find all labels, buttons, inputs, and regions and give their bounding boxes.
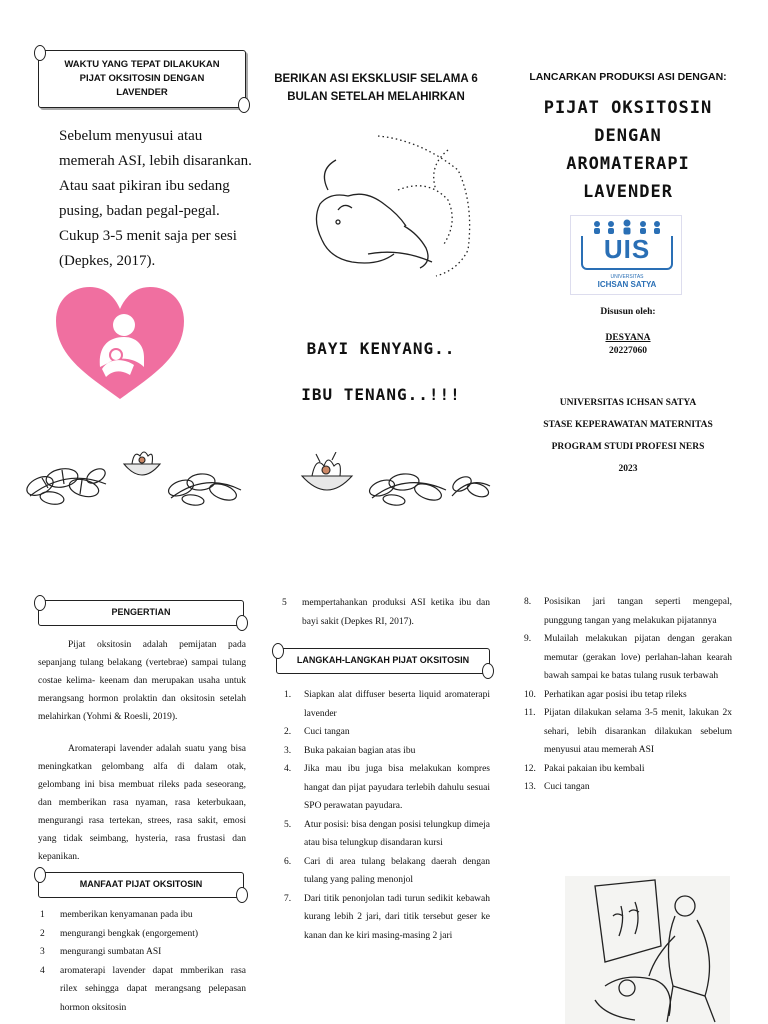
- pengertian-title: PENGERTIAN: [111, 607, 171, 618]
- timing-banner: [38, 50, 246, 108]
- list-item: 2 mengurangi bengkak (engorgement): [40, 928, 199, 939]
- pengertian-paragraph-1: Pijat oksitosin adalah pemijatan pada sepanjang tulang belakang (vertebrae) sampai tulang costae kelima- keenam dan merupakan usaha untuk merangsang hormon prolaktin dan oksitosin setelah melahirkan (Yohmi & Roesli, 2019).: [38, 640, 246, 722]
- step-item: 5. Atur posisi: bisa dengan posisi telungkup dimeja atau bisa telungkup disandaran kursi: [284, 819, 490, 848]
- intro-line: Sebelum menyusui atau: [59, 128, 203, 144]
- author-name: DESYANA: [605, 333, 651, 343]
- heading-line: BERIKAN ASI EKSKLUSIF SELAMA 6: [274, 73, 478, 85]
- slogan: [266, 326, 496, 418]
- info-line: 2023: [618, 464, 638, 474]
- list-item: 1 memberikan kenyamanan pada ibu: [40, 910, 193, 920]
- main-title: [518, 94, 738, 206]
- breastfeeding-illustration: [308, 130, 478, 280]
- intro-line: (Depkes, 2017).: [59, 253, 156, 269]
- manfaat-title: MANFAAT PIJAT OKSITOSIN: [79, 879, 203, 890]
- step-item: 1. Siapkan alat diffuser beserta liquid aromaterapi lavender: [284, 690, 490, 719]
- asi-eksklusif-heading: [266, 70, 486, 106]
- intro-line: Cukup 3-5 menit saja per sesi: [59, 228, 237, 244]
- list-item: 3 mengurangi sumbatan ASI: [40, 947, 162, 957]
- step-item: 3. Buka pakaian bagian atas ibu: [284, 745, 416, 756]
- info-line: PROGRAM STUDI PROFESI NERS: [551, 442, 705, 452]
- title-line: PIJAT OKSITOSIN: [543, 98, 713, 118]
- pengertian-banner: [38, 600, 244, 626]
- manfaat-list: [36, 906, 246, 1017]
- step-item: 2. Cuci tangan: [284, 727, 350, 737]
- logo-sub-2: ICHSAN SATYA: [597, 280, 657, 289]
- langkah-banner: [276, 648, 490, 674]
- intro-line: pusing, badan pegal-pegal.: [59, 203, 220, 219]
- slogan-line-1: BAYI KENYANG..: [306, 339, 456, 358]
- list-item: 5 mempertahankan produksi ASI ketika ibu dan bayi sakit (Depkes RI, 2017).: [282, 598, 490, 627]
- author-id: 20227060: [609, 346, 647, 356]
- info-line: STASE KEPERAWATAN MATERNITAS: [543, 420, 713, 430]
- heart-mother-baby-icon: [50, 285, 190, 403]
- info-line: UNIVERSITAS ICHSAN SATYA: [559, 398, 697, 408]
- herb-bowl-icon: [118, 446, 166, 484]
- timing-banner-text: WAKTU YANG TEPAT DILAKUKAN PIJAT OKSITOSIN DENGAN LAVENDER: [64, 58, 220, 99]
- intro-line: Atau saat pikiran ibu sedang: [59, 178, 230, 194]
- institution-info: [518, 392, 738, 480]
- step-item: 10. Perhatikan agar posisi ibu tetap rileks: [524, 689, 687, 700]
- timing-intro: [59, 124, 269, 274]
- step-item: 13. Cuci tangan: [524, 782, 590, 792]
- massage-illustration: [565, 876, 730, 1024]
- langkah-steps-list: [280, 686, 490, 945]
- intro-line: memerah ASI, lebih disarankan.: [59, 153, 252, 169]
- manfaat-banner: [38, 872, 244, 898]
- slogan-line-2: IBU TENANG..!!!: [301, 385, 461, 404]
- logo-text: UIS: [603, 234, 651, 264]
- people-icon: [589, 219, 665, 235]
- title-line: DENGAN: [594, 126, 662, 146]
- step-item: 6. Cari di area tulang belakang daerah dengan tulang yang paling menonjol: [284, 856, 490, 885]
- title-line: AROMATERAPI: [566, 154, 690, 174]
- step-item: 9. Mulailah melakukan pijatan dengan gerakan memutar (gerakan love) perlahan-lahan kearah bawah sampai ke batas tulang rusuk terbawah: [524, 634, 732, 681]
- herb-leaves-icon: [448, 462, 494, 506]
- herb-bowl-icon: [296, 452, 358, 502]
- disusun-label: Disusun oleh:: [600, 307, 656, 317]
- herb-leaves-icon: [366, 458, 450, 512]
- title-line: LAVENDER: [583, 182, 673, 202]
- langkah-steps-list-continued: [520, 593, 732, 797]
- uis-logo: [570, 215, 682, 295]
- step-item: 11. Pijatan dilakukan selama 3-5 menit, lakukan 2x sehari, lebih disarankan dilakukan sebelum menyusui atau memerah ASI: [524, 708, 732, 755]
- list-item: 4 aromaterapi lavender dapat mmberikan rasa rilex sehingga dapat merangsang pelepasan hormon oksitosin: [40, 965, 246, 1013]
- step-item: 8. Posisikan jari tangan seperti mengepal, punggung tangan yang melakukan pijatannya: [524, 597, 732, 626]
- heading-line: BULAN SETELAH MELAHIRKAN: [287, 91, 465, 103]
- step-item: 7. Dari titik penonjolan tadi turun sedikit kebawah kurang lebih 2 jari, dari titik tersebut geser ke kanan dan ke kiri masing-masing 2 jari: [284, 893, 490, 941]
- step-item: 4. Jika mau ibu juga bisa melakukan kompres hangat dan pijat payudara terlebih dahulu sesuai SPO perawatan payudara.: [284, 764, 490, 811]
- herb-leaves-icon: [165, 458, 245, 512]
- langkah-title: LANGKAH-LANGKAH PIJAT OKSITOSIN: [296, 655, 470, 666]
- logo-sub-1: UNIVERSITAS: [610, 274, 644, 280]
- manfaat-list-continued: [278, 594, 490, 631]
- step-item: 12. Pakai pakaian ibu kembali: [524, 763, 645, 774]
- herb-leaves-icon: [22, 448, 110, 508]
- lancarkan-heading: LANCARKAN PRODUKSI ASI DENGAN:: [529, 71, 727, 83]
- pengertian-paragraph-2: Aromaterapi lavender adalah suatu yang bisa meningkatkan gelombang alfa di dalam otak, gelombang ini bisa membuat rileks pada seseorang, dan memberikan rasa nyaman, rasa keterbukaan, mengurangi rasa tertekan, strees, rasa sakit, emosi yang tidak seimbang, hysteria, rasa frustasi dan kepanikan.: [38, 744, 246, 862]
